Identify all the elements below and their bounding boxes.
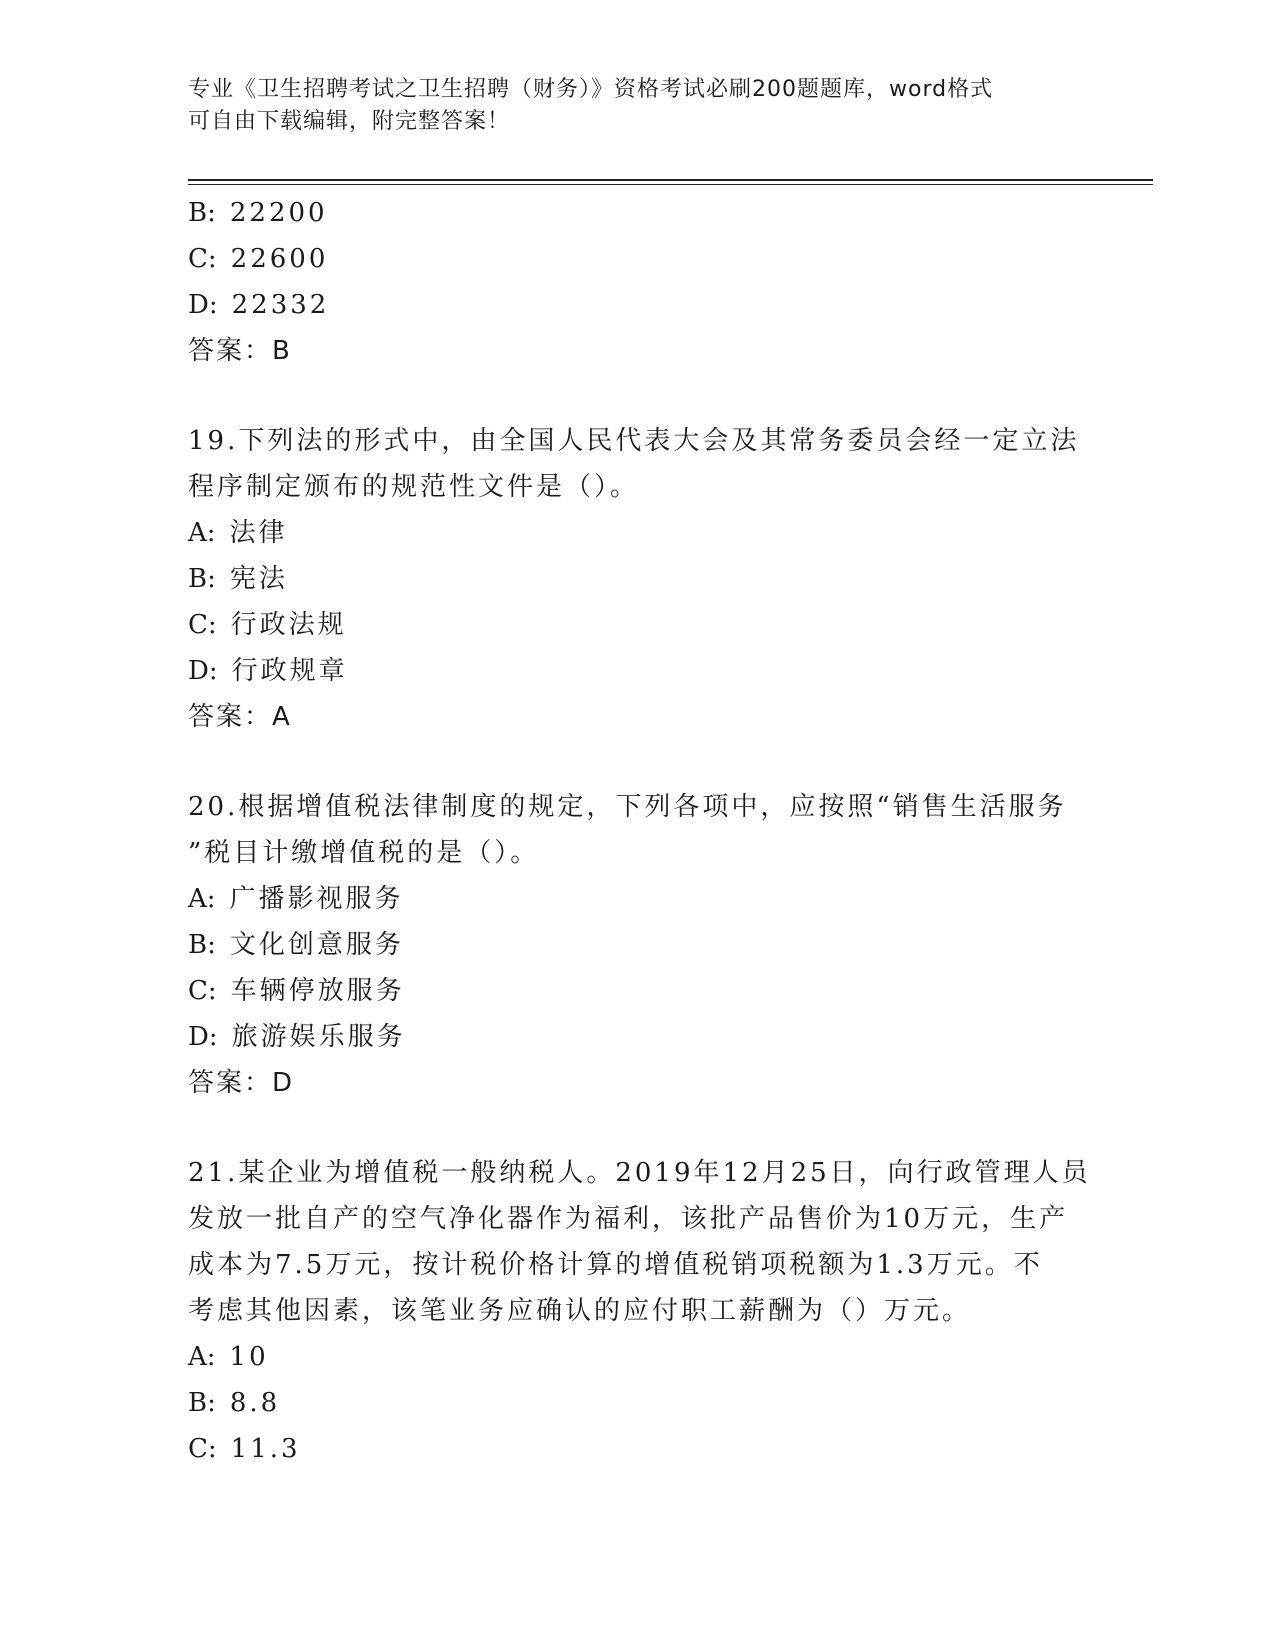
option-a: A: 广播影视服务 <box>188 884 404 914</box>
option-b: B: 文化创意服务 <box>188 930 404 960</box>
document-body <box>188 190 1091 1472</box>
question-stem: 20.根据增值税法律制度的规定，下列各项中，应按照“销售生活服务 <box>188 792 1067 822</box>
option-c: C: 行政法规 <box>188 610 347 640</box>
question-stem: 考虑其他因素，该笔业务应确认的应付职工薪酬为（）万元。 <box>188 1296 972 1326</box>
option-c: C: 22600 <box>188 244 329 274</box>
answer-label: 答案：B <box>188 336 292 366</box>
option-b: B: 宪法 <box>188 564 288 594</box>
question-stem: 成本为7.5万元，按计税价格计算的增值税销项税额为1.3万元。不 <box>188 1250 1043 1280</box>
answer-label: 答案：D <box>188 1068 295 1098</box>
header-title-line-2: 可自由下载编辑，附完整答案！ <box>188 109 511 134</box>
header-rule-thin <box>188 184 1153 185</box>
document-header <box>188 74 1088 138</box>
option-b: B: 8.8 <box>188 1388 281 1418</box>
option-a: A: 法律 <box>188 518 288 548</box>
question-stem: 21.某企业为增值税一般纳税人。2019年12月25日，向行政管理人员 <box>188 1158 1091 1188</box>
question-18-continued <box>188 190 1088 374</box>
question-21 <box>188 1150 1091 1472</box>
option-d: D: 旅游娱乐服务 <box>188 1022 406 1052</box>
answer-label: 答案：A <box>188 702 292 732</box>
option-d: D: 行政规章 <box>188 656 348 686</box>
question-19 <box>188 418 1088 740</box>
option-b: B: 22200 <box>188 198 328 228</box>
question-stem: 程序制定颁布的规范性文件是（）。 <box>188 472 640 502</box>
option-c: C: 车辆停放服务 <box>188 976 405 1006</box>
question-20 <box>188 784 1088 1106</box>
question-stem: 发放一批自产的空气净化器作为福利，该批产品售价为10万元，生产 <box>188 1204 1069 1234</box>
option-d: D: 22332 <box>188 290 330 320</box>
question-stem: 19.下列法的形式中，由全国人民代表大会及其常务委员会经一定立法 <box>188 426 1080 456</box>
header-rule-thick <box>188 179 1153 181</box>
option-a: A: 10 <box>188 1342 269 1372</box>
question-stem: ”税目计缴增值税的是（）。 <box>188 838 540 868</box>
option-c: C: 11.3 <box>188 1434 301 1464</box>
header-title-line-1: 专业《卫生招聘考试之卫生招聘（财务）》资格考试必刷200题题库，word格式 <box>188 77 994 102</box>
